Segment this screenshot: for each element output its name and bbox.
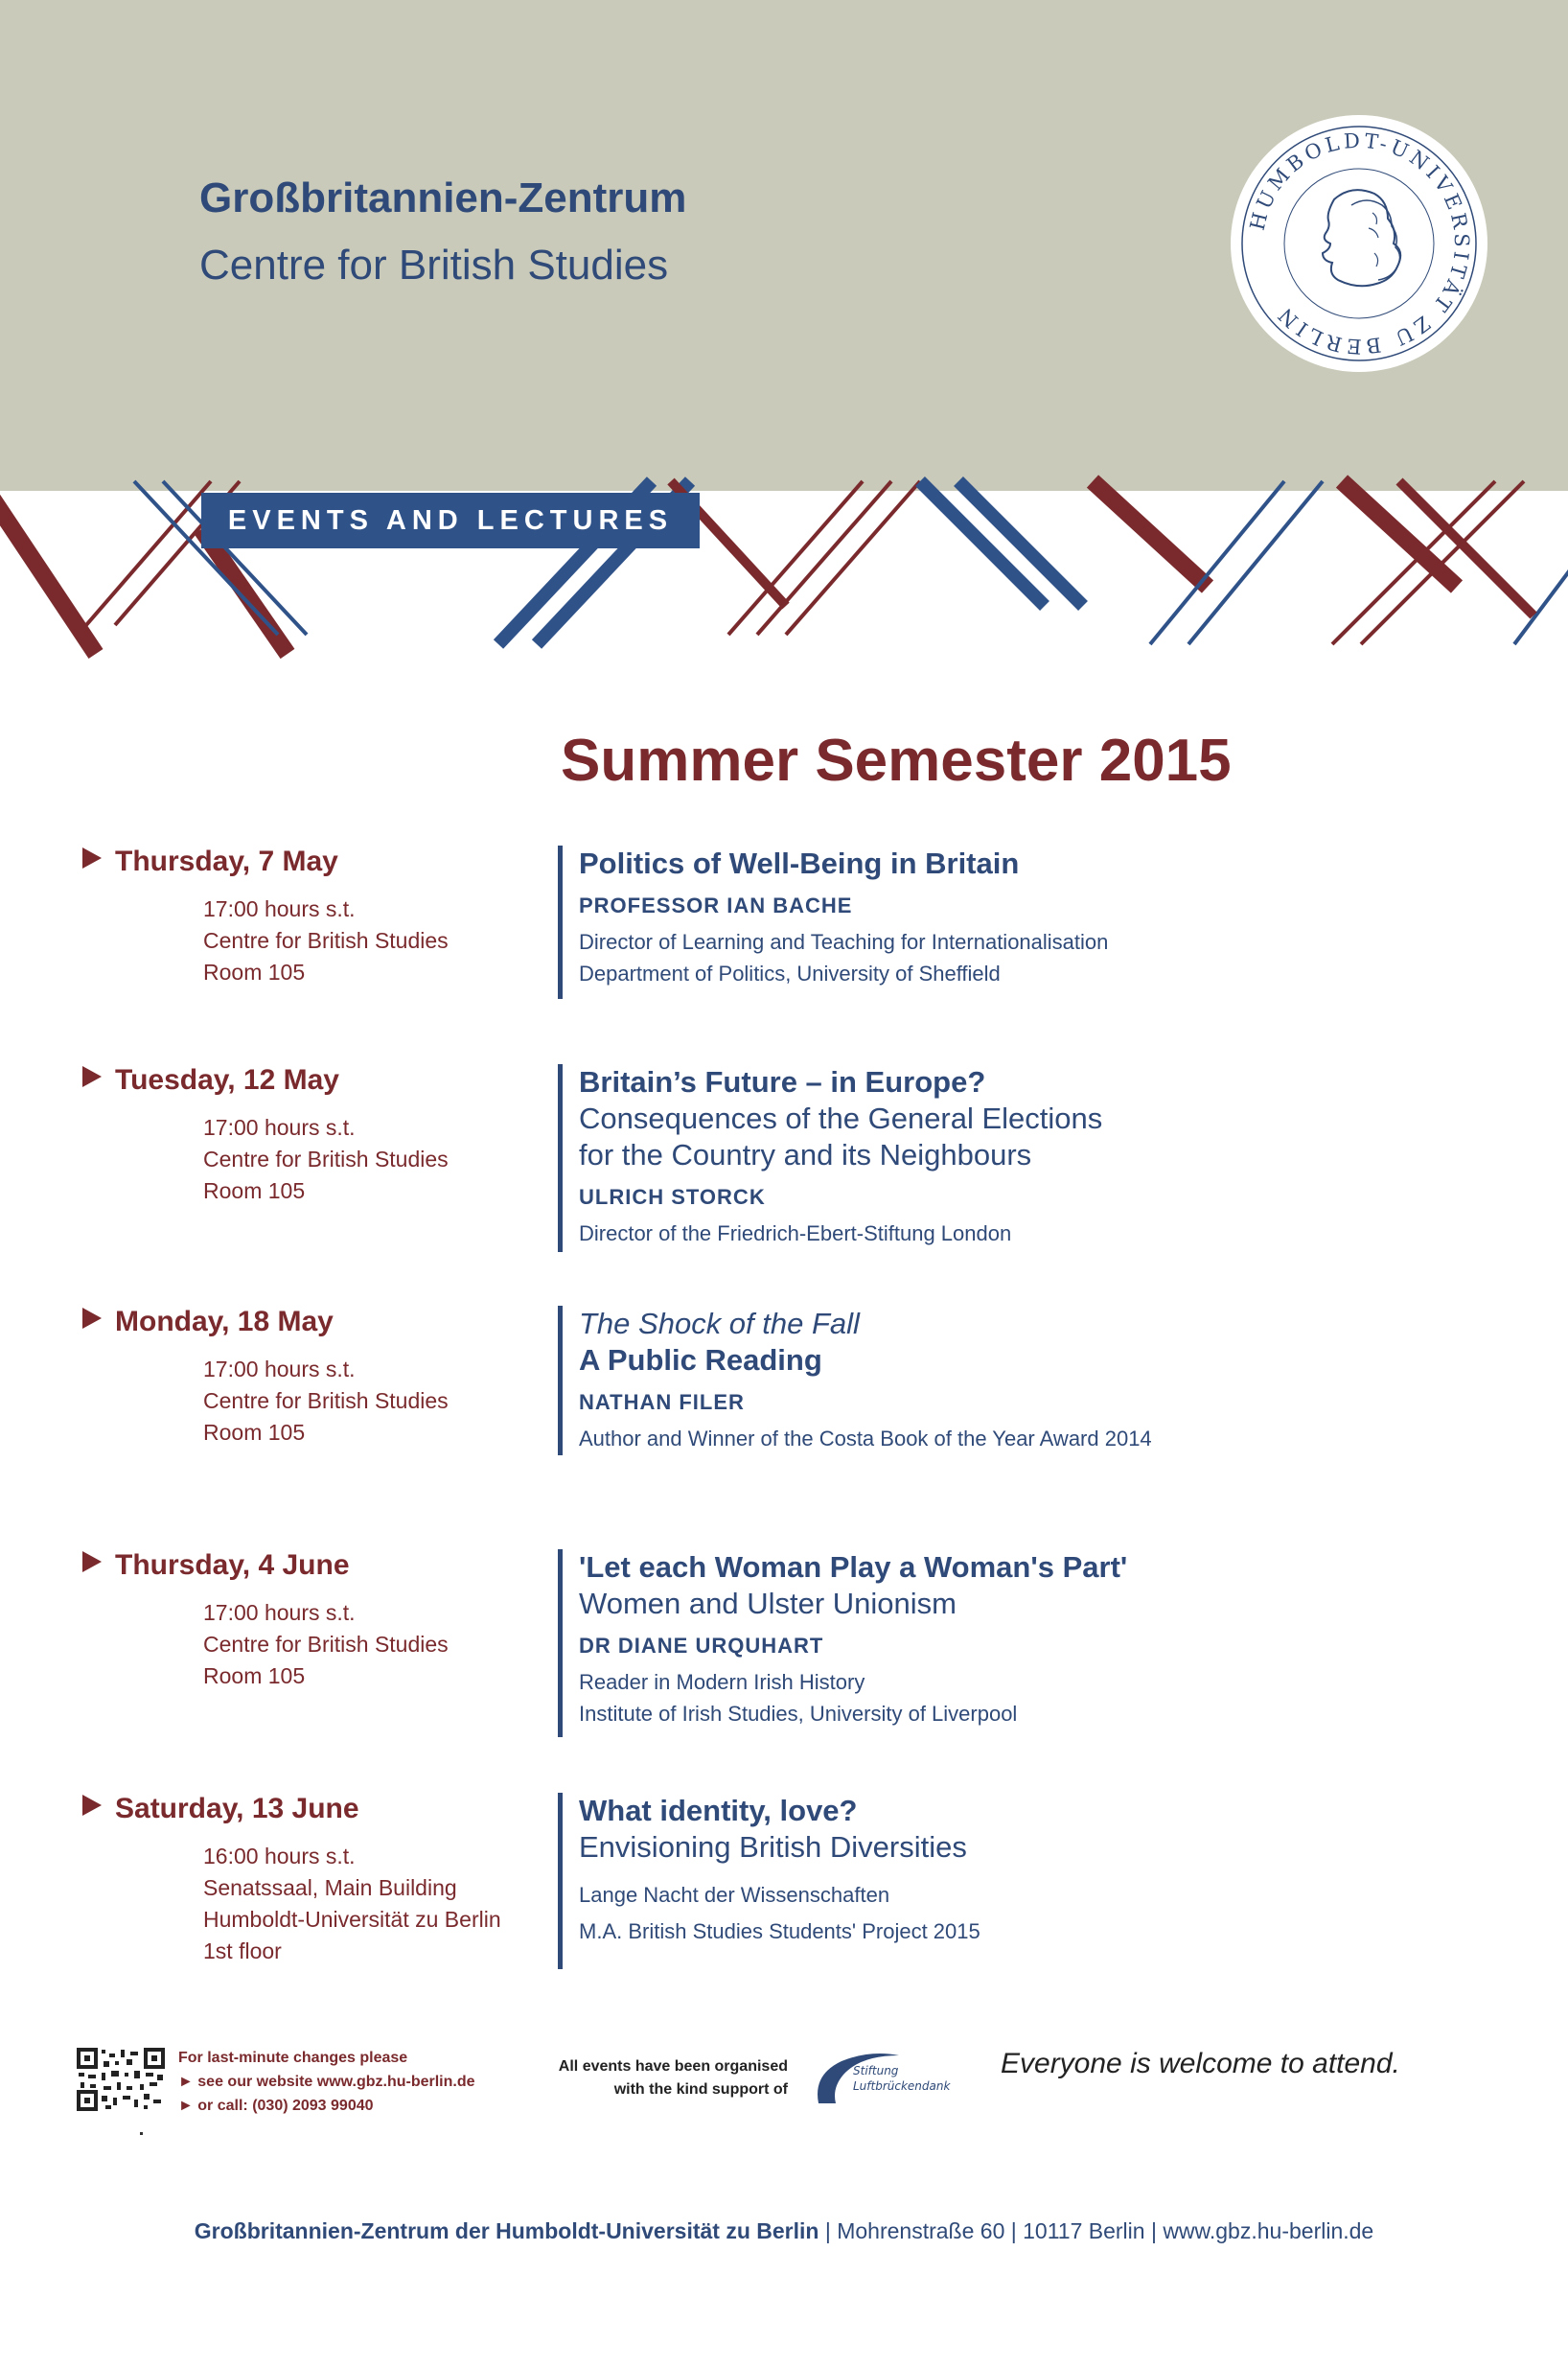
- event-location: 17:00 hours s.t. Centre for British Studies Room 105: [203, 1357, 449, 1445]
- event-speaker: ULRICH STORCK: [579, 1185, 766, 1209]
- event-date: Thursday, 7 May: [82, 846, 338, 878]
- event-details: [579, 1793, 1441, 1950]
- event-location: 16:00 hours s.t. Senatssaal, Main Building Humboldt-Universität zu Berlin 1st floor: [203, 1844, 501, 1963]
- event-title: Britain’s Future – in Europe?: [579, 1065, 986, 1099]
- footer-org: Großbritannien-Zentrum der Humboldt-Universität zu Berlin: [194, 2218, 819, 2243]
- qr-code-icon: [77, 2048, 165, 2111]
- seal-text: HUMBOLDT-UNIVERSITÄT ZU BERLIN: [1245, 128, 1474, 359]
- play-arrow-icon: [82, 1551, 102, 1572]
- footer-address: | Mohrenstraße 60 | 10117 Berlin | www.gbz.hu-berlin.de: [824, 2218, 1374, 2243]
- event-subtitle: Women and Ulster Unionism: [579, 1587, 957, 1620]
- event-title: Politics of Well-Being in Britain: [579, 847, 1020, 880]
- event-affiliation: Director of Learning and Teaching for Internationalisation Department of Politics, University of Sheffield: [579, 930, 1109, 986]
- event-details: [579, 1064, 1441, 1249]
- org-name-english: Centre for British Studies: [199, 242, 669, 289]
- event-details: [579, 846, 1441, 989]
- event-date: Thursday, 4 June: [82, 1549, 350, 1582]
- welcome-note: Everyone is welcome to attend.: [1001, 2048, 1400, 2079]
- org-name-german: Großbritannien-Zentrum: [199, 174, 687, 221]
- event-date: Monday, 18 May: [82, 1306, 334, 1338]
- event-subtitle: for the Country and its Neighbours: [579, 1138, 1032, 1172]
- event-divider: [558, 846, 563, 999]
- event-date: Tuesday, 12 May: [82, 1064, 339, 1097]
- play-arrow-icon: [82, 847, 102, 869]
- event-speaker: DR DIANE URQUHART: [579, 1634, 824, 1658]
- event-affiliation: Reader in Modern Irish History Institute of Irish Studies, University of Liverpool: [579, 1670, 1018, 1726]
- semester-title: Summer Semester 2015: [561, 728, 1232, 794]
- event-location: 17:00 hours s.t. Centre for British Studies Room 105: [203, 1600, 449, 1688]
- support-note: All events have been organised with the kind support of: [558, 2058, 788, 2098]
- event-title: 'Let each Woman Play a Woman's Part': [579, 1550, 1128, 1584]
- play-arrow-icon: [82, 1795, 102, 1816]
- event-affiliation: Lange Nacht der Wissenschaften M.A. British Studies Students' Project 2015: [579, 1883, 980, 1943]
- contact-info: For last-minute changes please ► see our website www.gbz.hu-berlin.de ► or call: (030) 2093 99040: [178, 2050, 475, 2114]
- event-location: 17:00 hours s.t. Centre for British Studies Room 105: [203, 896, 449, 985]
- event-speaker: NATHAN FILER: [579, 1390, 745, 1414]
- event-affiliation: Director of the Friedrich-Ebert-Stiftung London: [579, 1221, 1012, 1245]
- event-details: [579, 1306, 1441, 1454]
- event-location: 17:00 hours s.t. Centre for British Studies Room 105: [203, 1115, 449, 1203]
- event-divider: [558, 1793, 563, 1969]
- event-book-title: The Shock of the Fall: [579, 1307, 860, 1340]
- event-details: [579, 1549, 1441, 1729]
- svg-text:Luftbrückendank: Luftbrückendank: [853, 2079, 951, 2093]
- event-subtitle: Consequences of the General Elections: [579, 1102, 1103, 1135]
- event-affiliation: Author and Winner of the Costa Book of the Year Award 2014: [579, 1427, 1152, 1450]
- svg-text:Stiftung: Stiftung: [853, 2064, 899, 2077]
- event-divider: [558, 1549, 563, 1737]
- dot-mark: [140, 2132, 143, 2135]
- event-speaker: PROFESSOR IAN BACHE: [579, 893, 853, 917]
- event-divider: [558, 1306, 563, 1455]
- events-banner: EVENTS AND LECTURES: [201, 493, 700, 548]
- event-title: What identity, love?: [579, 1794, 858, 1827]
- footer: [0, 2218, 1568, 2244]
- stiftung-luftbrueckendank-logo: [811, 2050, 951, 2107]
- play-arrow-icon: [82, 1308, 102, 1329]
- play-arrow-icon: [82, 1066, 102, 1087]
- event-title: A Public Reading: [579, 1343, 822, 1377]
- event-date: Saturday, 13 June: [82, 1793, 359, 1825]
- event-divider: [558, 1064, 563, 1252]
- event-subtitle: Envisioning British Diversities: [579, 1830, 967, 1864]
- university-seal-icon: [1229, 113, 1489, 374]
